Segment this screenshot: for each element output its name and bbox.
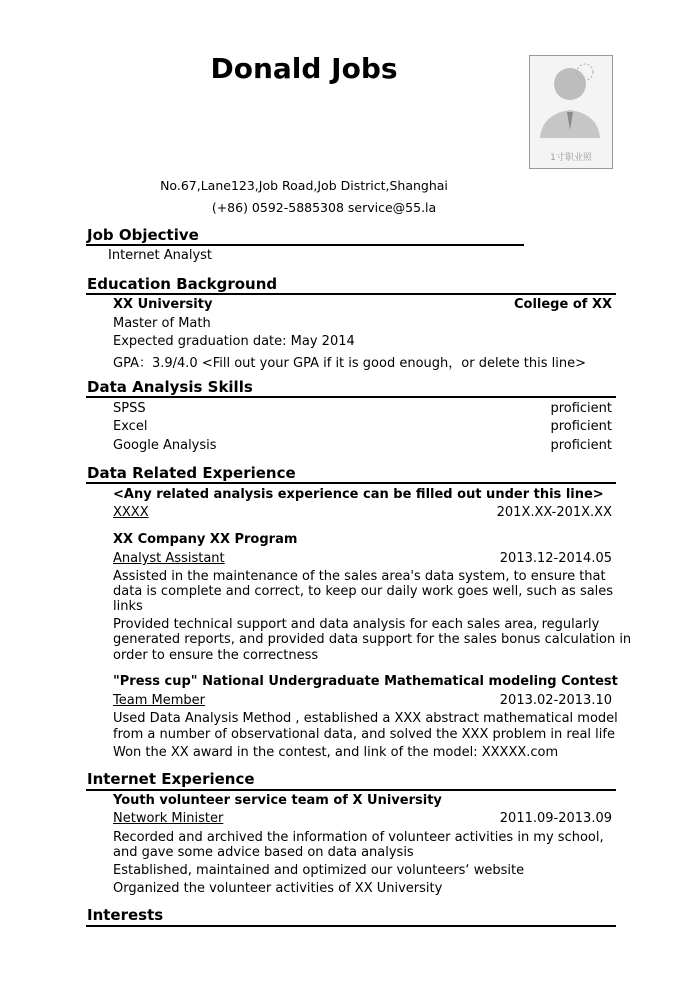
- section-title-interests: Interests: [87, 906, 164, 924]
- skill-name: SPSS: [113, 401, 146, 416]
- experience-date: 2013.02-2013.10: [499, 693, 612, 708]
- gpa: GPA：3.9/4.0 <Fill out your GPA if it is good enough，or delete this line>: [113, 356, 586, 371]
- placeholder-role: XXXX: [113, 505, 149, 520]
- experience-role: Analyst Assistant: [113, 551, 225, 566]
- experience-desc: data is complete and correct, to keep our daily work goes well, such as sales: [113, 584, 614, 599]
- section-divider: [86, 925, 616, 927]
- skill-level: proficient: [550, 419, 612, 434]
- experience-desc: links: [113, 599, 143, 614]
- section-divider: [86, 482, 616, 484]
- skill-level: proficient: [550, 438, 612, 453]
- section-divider: [86, 293, 616, 295]
- graduation-date: Expected graduation date: May 2014: [113, 334, 355, 349]
- internet-org: Youth volunteer service team of X University: [113, 793, 442, 808]
- experience-role: Team Member: [113, 693, 205, 708]
- section-divider: [86, 396, 616, 398]
- photo-caption: 1寸职业照: [550, 153, 592, 163]
- internet-desc: Organized the volunteer activities of XX University: [113, 881, 443, 896]
- experience-desc: generated reports, and provided data support for the sales bonus calculation in: [113, 632, 632, 647]
- skill-name: Google Analysis: [113, 438, 217, 453]
- objective-text: Internet Analyst: [108, 248, 213, 263]
- section-title-internet: Internet Experience: [87, 770, 255, 788]
- experience-desc: from a number of observational data, and solved the XXX problem in real life: [113, 727, 615, 742]
- degree: Master of Math: [113, 316, 211, 331]
- experience-org: XX Company XX Program: [113, 532, 298, 547]
- section-title-skills: Data Analysis Skills: [87, 378, 253, 396]
- experience-desc: Assisted in the maintenance of the sales area's data system, to ensure that: [113, 569, 606, 584]
- skill-name: Excel: [113, 419, 148, 434]
- experience-desc: Won the XX award in the contest, and link of the model: XXXXX.com: [113, 745, 559, 760]
- experience-desc: Provided technical support and data analysis for each sales area, regularly: [113, 617, 600, 632]
- internet-desc: and gave some advice based on data analysis: [113, 845, 414, 860]
- skill-level: proficient: [550, 401, 612, 416]
- experience-note: <Any related analysis experience can be filled out under this line>: [113, 487, 604, 502]
- college-name: College of XX: [513, 297, 612, 312]
- internet-desc: Established, maintained and optimized our volunteers‘ website: [113, 863, 525, 878]
- placeholder-date: 201X.XX-201X.XX: [496, 505, 612, 520]
- internet-desc: Recorded and archived the information of volunteer activities in my school,: [113, 830, 604, 845]
- section-divider: [86, 789, 616, 791]
- internet-role: Network Minister: [113, 811, 224, 826]
- contact-line: (+86) 0592-5885308 service@55.la: [211, 200, 437, 215]
- experience-date: 2013.12-2014.05: [499, 551, 612, 566]
- experience-desc: order to ensure the correctness: [113, 648, 319, 663]
- section-divider: [86, 244, 524, 246]
- experience-desc: Used Data Analysis Method , established a XXX abstract mathematical model: [113, 711, 618, 726]
- section-title-experience: Data Related Experience: [87, 464, 296, 482]
- candidate-name: Donald Jobs: [210, 52, 398, 85]
- address-line: No.67,Lane123,Job Road,Job District,Shanghai: [160, 178, 448, 193]
- section-title-job-objective: Job Objective: [87, 226, 199, 244]
- profile-photo: [529, 55, 613, 169]
- school-name: XX University: [113, 297, 213, 312]
- section-title-education: Education Background: [87, 275, 278, 293]
- internet-date: 2011.09-2013.09: [499, 811, 612, 826]
- experience-org: "Press cup" National Undergraduate Mathematical modeling Contest: [113, 674, 618, 689]
